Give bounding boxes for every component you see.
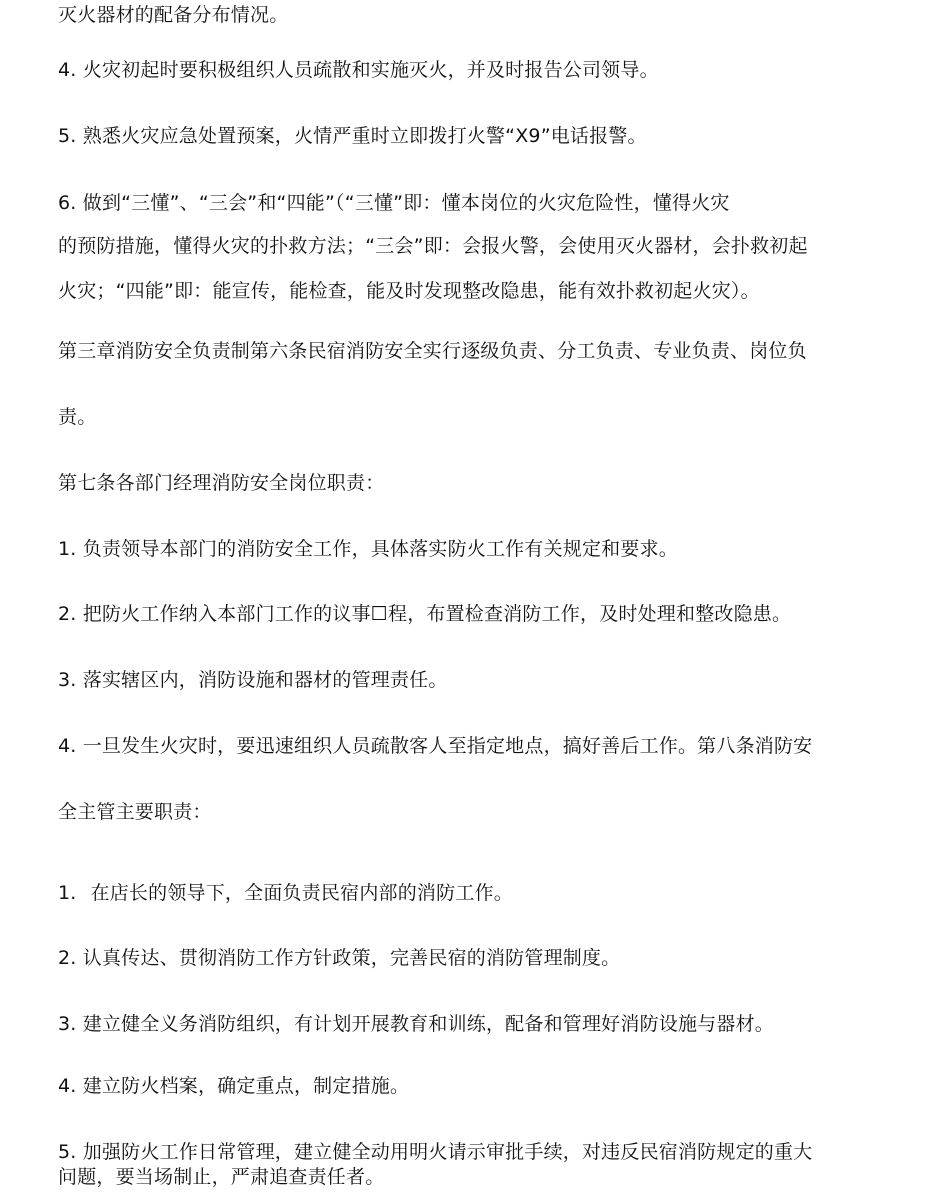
text-line: 的预防措施，懂得火灾的扑救方法；“三会”即：会报火警，会使用灭火器材，会扑救初起	[58, 235, 808, 257]
text-line: 4. 火灾初起时要积极组织人员疏散和实施灭火，并及时报告公司领导。	[58, 59, 659, 81]
text-line: 2. 把防火工作纳入本部门工作的议事☐程，布置检查消防工作，及时处理和整改隐患。	[58, 603, 792, 625]
text-line: 4. 一旦发生火灾时，要迅速组织人员疏散客人至指定地点，搞好善后工作。第八条消防安	[58, 735, 813, 757]
text-line: 2. 认真传达、贯彻消防工作方针政策，完善民宿的消防管理制度。	[58, 947, 621, 969]
text-line: 5. 熟悉火灾应急处置预案，火情严重时立即拨打火警“X9”电话报警。	[58, 125, 647, 147]
text-line: 责。	[58, 406, 97, 428]
item-number: 1.	[58, 882, 77, 904]
text-line: 第三章消防安全负责制第六条民宿消防安全实行逐级负责、分工负责、专业负责、岗位负	[58, 340, 807, 362]
text-line: 火灾；“四能”即：能宣传，能检查，能及时发现整改隐患，能有效扑救初起火灾）。	[58, 280, 760, 302]
text-line: 灭火器材的配备分布情况。	[58, 4, 289, 26]
text-line: 1. 负责领导本部门的消防安全工作，具体落实防火工作有关规定和要求。	[58, 538, 678, 560]
item-text: 在店长的领导下，全面负责民宿内部的消防工作。	[90, 882, 513, 904]
text-line: 6. 做到“三懂”、“三会”和“四能”（“三懂”即：懂本岗位的火灾危险性，懂得火灾	[58, 192, 730, 214]
text-line: 全主管主要职责：	[58, 801, 212, 823]
text-line: 3. 落实辖区内，消防设施和器材的管理责任。	[58, 669, 448, 691]
text-line: 3. 建立健全义务消防组织，有计划开展教育和训练，配备和管理好消防设施与器材。	[58, 1013, 774, 1035]
text-line	[58, 882, 513, 904]
text-line: 4. 建立防火档案，确定重点，制定措施。	[58, 1075, 410, 1097]
text-line: 问题，要当场制止，严肃追查责任者。	[58, 1166, 385, 1188]
text-line: 5. 加强防火工作日常管理，建立健全动用明火请示审批手续，对违反民宿消防规定的重大	[58, 1141, 813, 1163]
text-line: 第七条各部门经理消防安全岗位职责：	[58, 472, 385, 494]
